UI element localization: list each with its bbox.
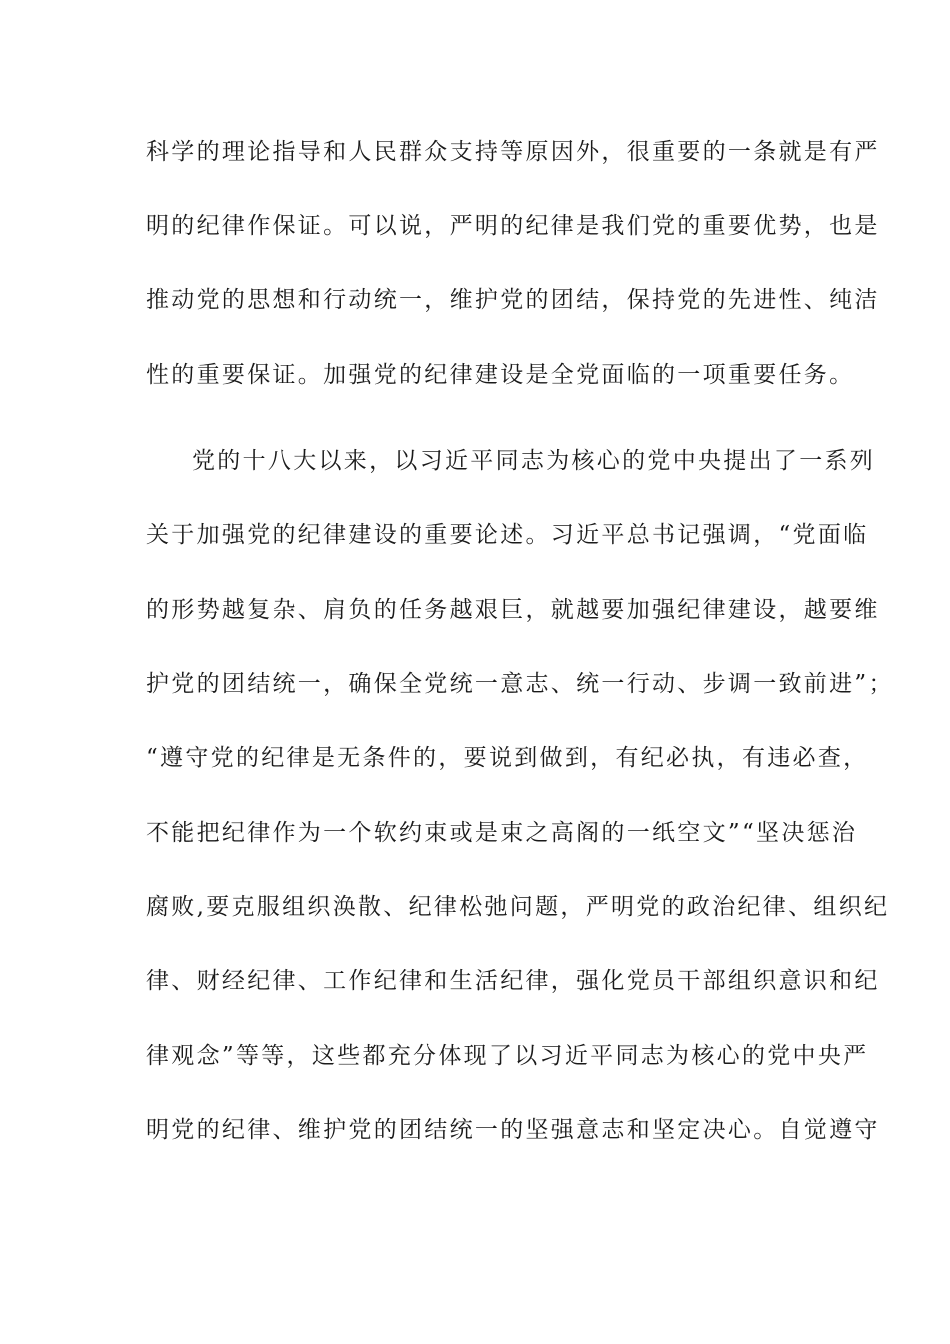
paragraph-first-line: 党的十八大以来，以习近平同志为核心的党中央提出了一系列: [192, 448, 876, 474]
text-line: 科学的理论指导和人民群众支持等原因外，很重要的一条就是有严: [146, 139, 880, 165]
text-line: 关于加强党的纪律建设的重要论述。习近平总书记强调，“党面临: [146, 522, 869, 548]
text-line: 明的纪律作保证。可以说，严明的纪律是我们党的重要优势，也是: [146, 213, 880, 239]
text-line: 明党的纪律、维护党的团结统一的坚强意志和坚定决心。自觉遵守: [146, 1117, 880, 1143]
text-line: “遵守党的纪律是无条件的，要说到做到，有纪必执，有违必查，: [146, 745, 869, 771]
text-line: 律、财经纪律、工作纪律和生活纪律，强化党员干部组织意识和纪: [146, 968, 880, 994]
text-line: 护党的团结统一，确保全党统一意志、统一行动、步调一致前进”；: [146, 671, 894, 697]
text-line: 不能把纪律作为一个软约束或是束之高阁的一纸空文”“坚决惩治: [146, 820, 858, 846]
text-line: 腐败,要克服组织涣散、纪律松弛问题，严明党的政治纪律、组织纪: [146, 894, 890, 920]
text-line: 性的重要保证。加强党的纪律建设是全党面临的一项重要任务。: [146, 362, 855, 388]
text-line: 律观念”等等，这些都充分体现了以习近平同志为核心的党中央严: [146, 1043, 869, 1069]
text-line: 的形势越复杂、肩负的任务越艰巨，就越要加强纪律建设，越要维: [146, 597, 880, 623]
text-line: 推动党的思想和行动统一，维护党的团结，保持党的先进性、纯洁: [146, 287, 880, 313]
